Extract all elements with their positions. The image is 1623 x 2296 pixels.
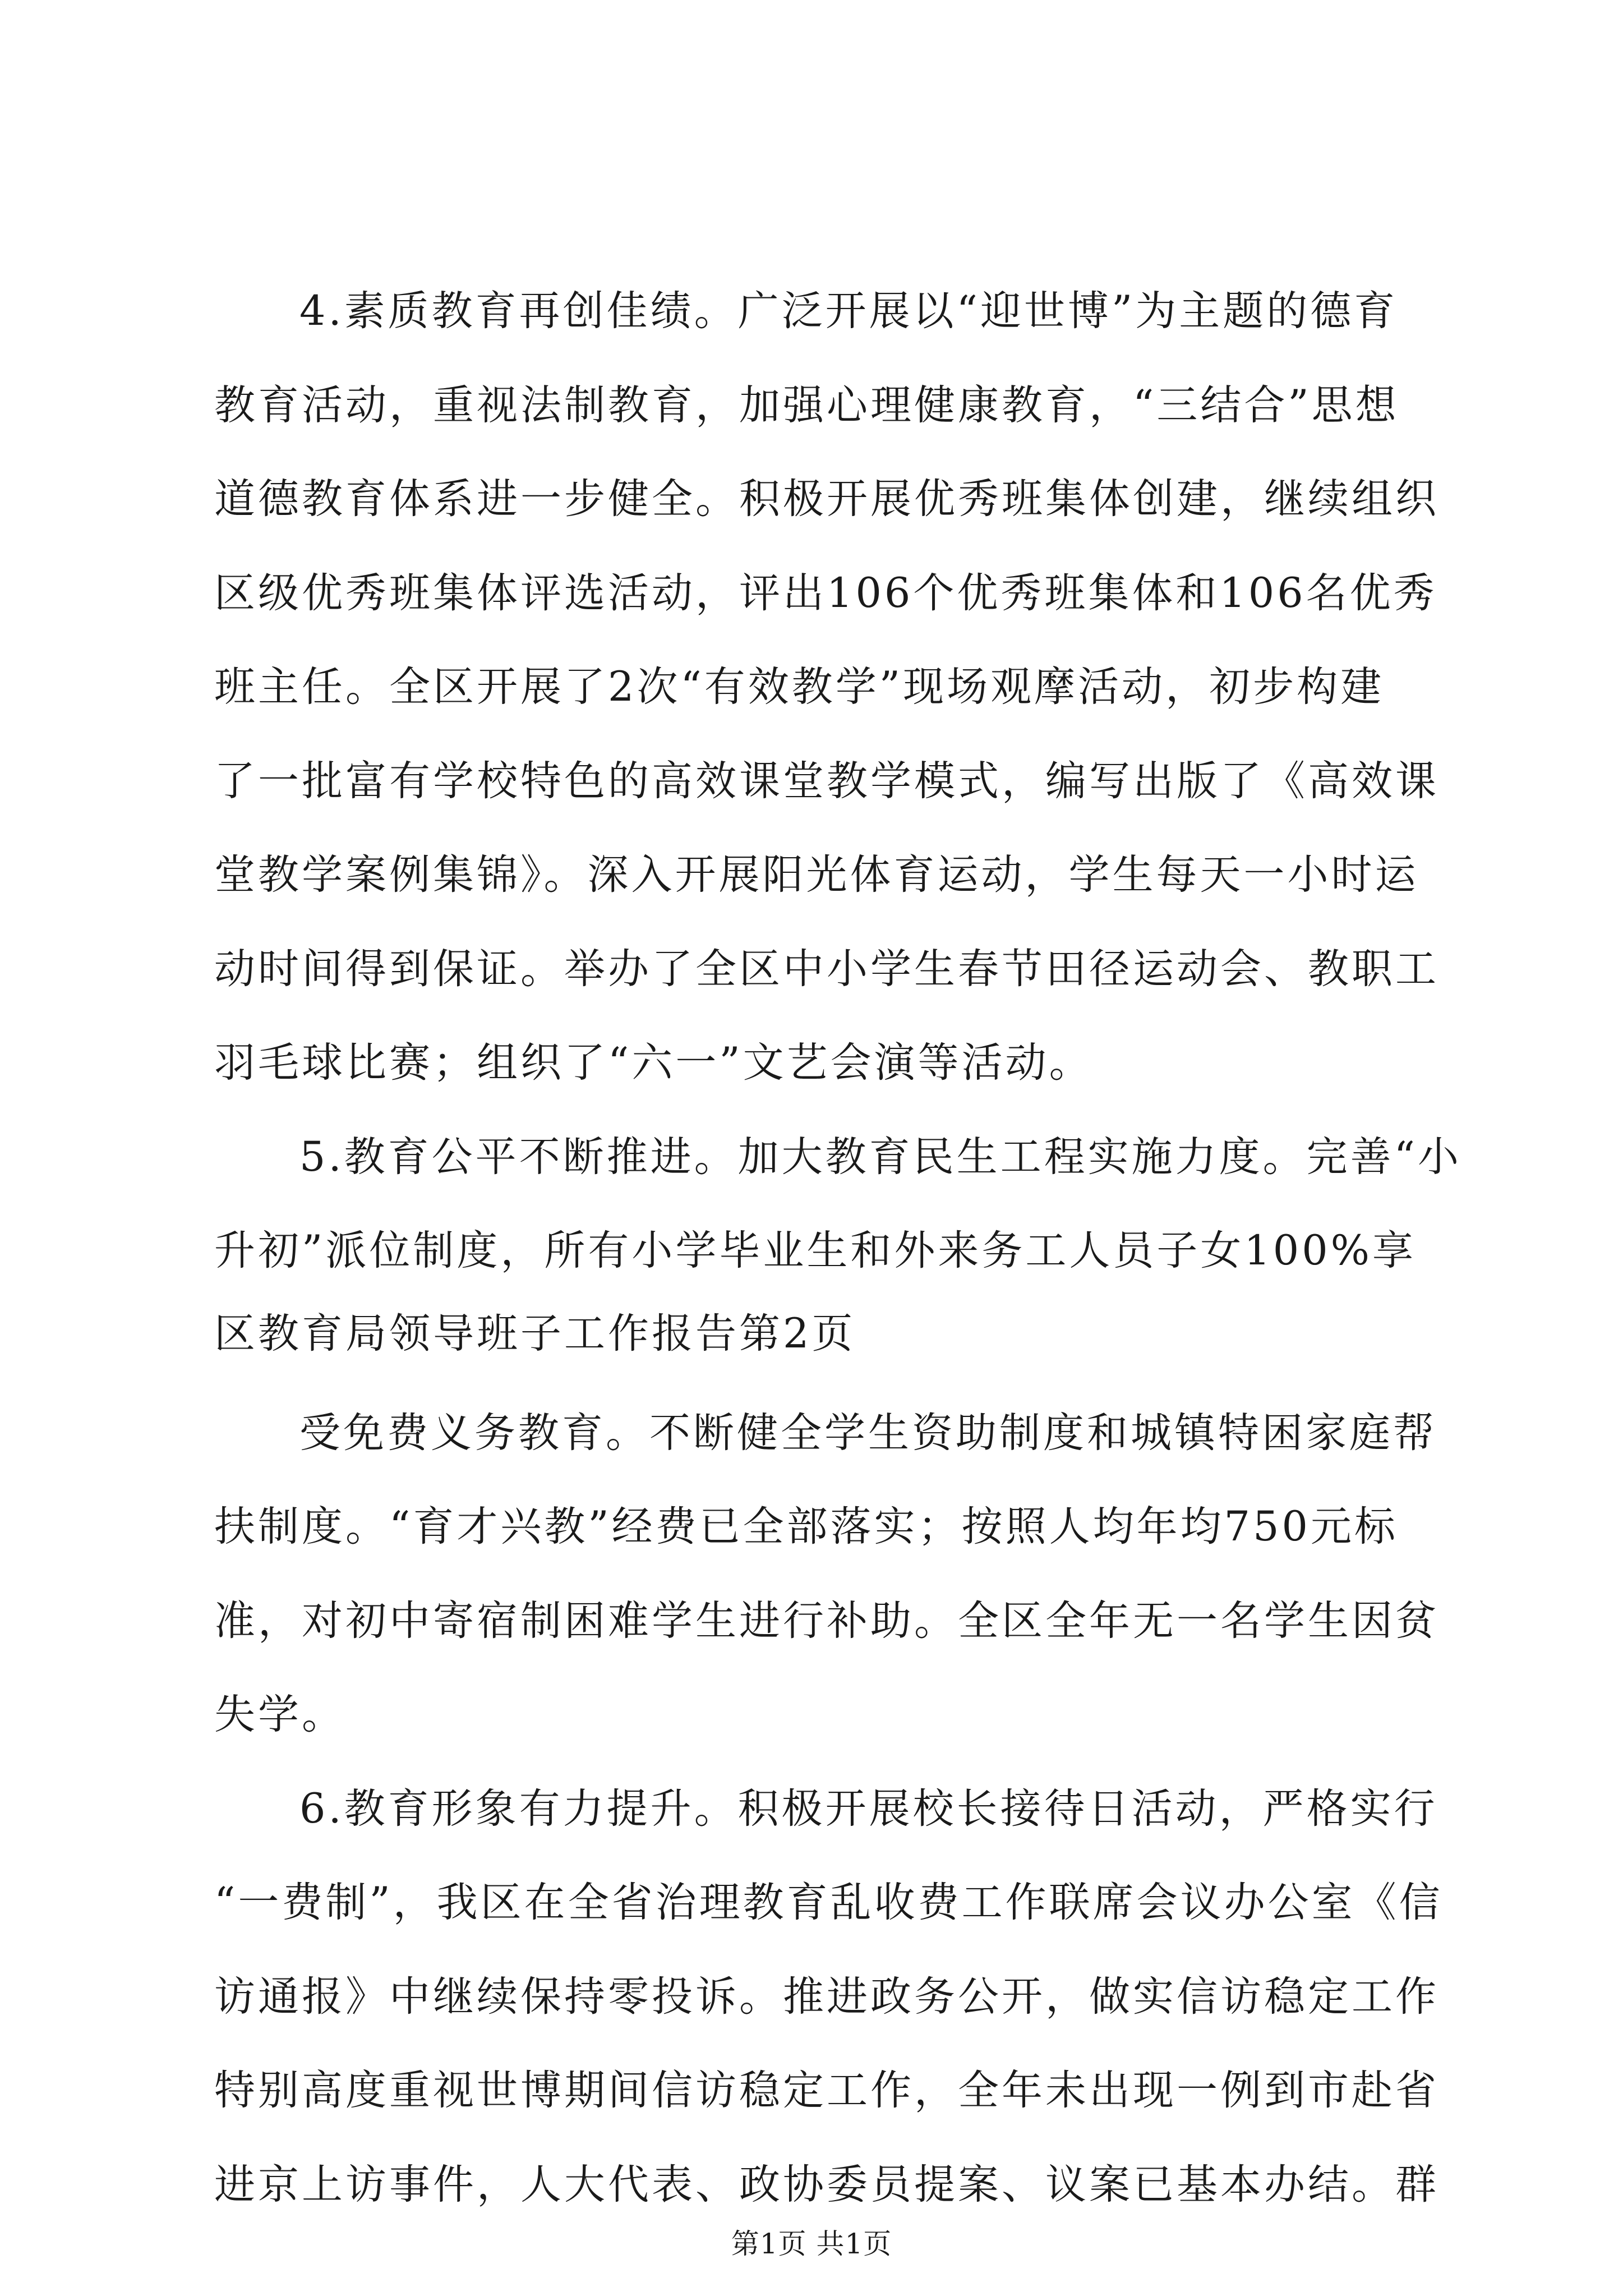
paragraph-5-line-1: 5.教育公平不断推进。加大教育民生工程实施力度。完善“小: [299, 1133, 1461, 1181]
paragraph-5-cont-line-1: 受免费义务教育。不断健全学生资助制度和城镇特困家庭帮: [299, 1409, 1437, 1457]
paragraph-6-line-2: “一费制”，我区在全省治理教育乱收费工作联席会议办公室《信: [214, 1879, 1443, 1926]
paragraph-4-line-5: 班主任。全区开展了2次“有效教学”现场观摩活动，初步构建: [214, 663, 1385, 711]
paragraph-4-line-3: 道德教育体系进一步健全。积极开展优秀班集体创建，继续组织: [214, 475, 1439, 523]
paragraph-4-line-2: 教育活动，重视法制教育，加强心理健康教育，“三结合”思想: [214, 381, 1399, 429]
paragraph-5-cont-line-2: 扶制度。“育才兴教”经费已全部落实；按照人均年均750元标: [214, 1503, 1398, 1550]
paragraph-4-line-8: 动时间得到保证。举办了全区中小学生春节田径运动会、教职工: [214, 945, 1439, 993]
paragraph-5-cont-line-4: 失学。: [214, 1691, 345, 1738]
paragraph-6-line-4: 特别高度重视世博期间信访稳定工作，全年未出现一例到市赴省: [214, 2067, 1439, 2114]
paragraph-6-line-3: 访通报》中继续保持零投诉。推进政务公开，做实信访稳定工作: [214, 1973, 1439, 2021]
paragraph-5-cont-line-3: 准，对初中寄宿制困难学生进行补助。全区全年无一名学生因贫: [214, 1597, 1439, 1645]
paragraph-6-line-5: 进京上访事件，人大代表、政协委员提案、议案已基本办结。群: [214, 2161, 1439, 2208]
paragraph-4-line-7: 堂教学案例集锦》。深入开展阳光体育运动，学生每天一小时运: [214, 851, 1419, 899]
page-footer: 第1页 共1页: [731, 2228, 892, 2260]
running-page-header: 区教育局领导班子工作报告第2页: [214, 1310, 856, 1358]
paragraph-4-line-1: 4.素质教育再创佳绩。广泛开展以“迎世博”为主题的德育: [299, 287, 1398, 335]
paragraph-4-line-6: 了一批富有学校特色的高效课堂教学模式，编写出版了《高效课: [214, 757, 1439, 805]
paragraph-6-line-1: 6.教育形象有力提升。积极开展校长接待日活动，严格实行: [299, 1785, 1438, 1833]
paragraph-4-line-9: 羽毛球比赛；组织了“六一”文艺会演等活动。: [214, 1039, 1093, 1087]
paragraph-4-line-4: 区级优秀班集体评选活动，评出106个优秀班集体和106名优秀: [214, 569, 1437, 617]
paragraph-5-line-2: 升初”派位制度，所有小学毕业生和外来务工人员子女100%享: [214, 1227, 1417, 1274]
